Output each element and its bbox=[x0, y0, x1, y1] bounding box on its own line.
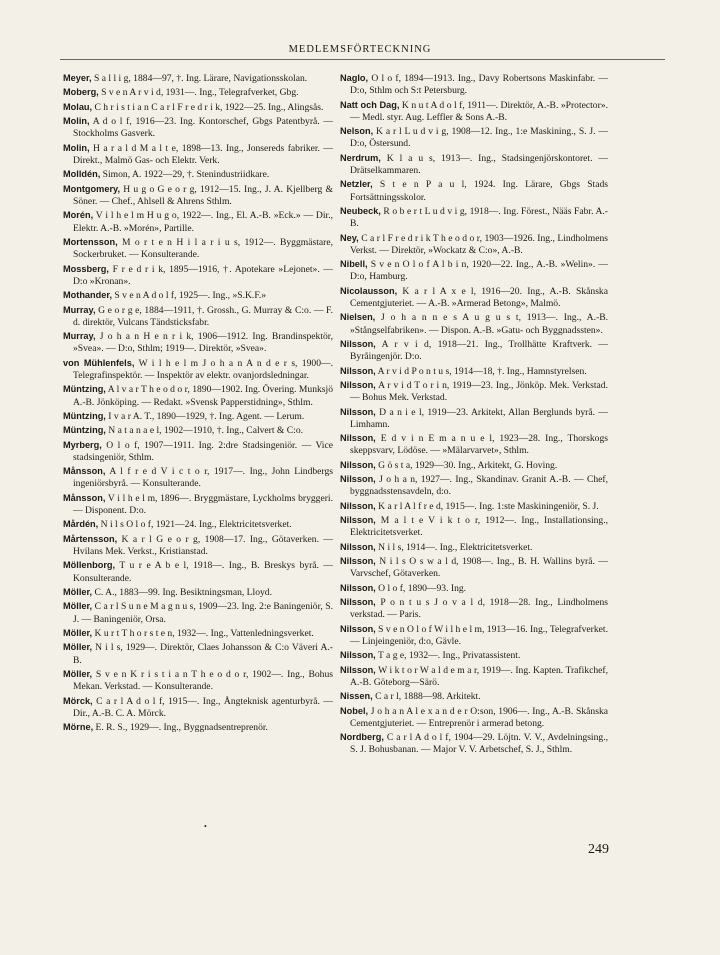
member-entry bbox=[340, 285, 608, 310]
member-details: K n u t A d o l f, 1911—. Direktör, A.-B. »Protector». — Medl. styr. Aug. Leffler & Sons A.-B. bbox=[350, 99, 608, 123]
member-name: Nordberg, bbox=[340, 732, 384, 743]
member-details: E. R. S., 1929—. Ing., Byggnadsentreprenör. bbox=[93, 722, 268, 734]
member-details: T a g e, 1932—. Ing., Privatassistent. bbox=[375, 650, 521, 662]
member-details: S v e n O l o f A l b i n, 1920—22. Ing., A.-B. »Welin». — D:o, Hamburg. bbox=[350, 259, 608, 283]
member-name: Nilsson, bbox=[340, 515, 376, 526]
member-name: Myrberg, bbox=[63, 439, 102, 450]
member-details: K a r l G e o r g, 1908—17. Ing., Götaverken. — Hvilans Mek. Verkst., Kristianstad. bbox=[73, 533, 333, 558]
member-name: Montgomery, bbox=[63, 183, 120, 194]
member-details: J o h a n A l e x a n d e r O:son, 1906—. Ing., A.-B. Skånska Cementgjuteriet. — Entreprenör i armerad betong. bbox=[350, 705, 608, 729]
member-entry bbox=[63, 721, 333, 734]
member-details: K a r l L u d v i g, 1908—12. Ing., 1:e Maskining., S. J. — D:o, Östersund. bbox=[350, 126, 608, 150]
member-entry bbox=[63, 86, 333, 99]
member-name: Morén, bbox=[63, 210, 94, 221]
member-entry bbox=[63, 586, 333, 599]
member-details: A r v i d, 1918—21. Ing., Trollhätte Kraftverk. — Byråingenjör. D:o. bbox=[350, 338, 608, 363]
member-name: Nielsen, bbox=[340, 312, 376, 323]
member-details: O l o f, 1894—1913. Ing., Davy Robertsons Maskinfabr. — D:o, Sthlm och S:t Petersburg. bbox=[350, 73, 608, 97]
member-details: S v e n K r i s t i a n T h e o d o r, 1902—. Ing., Bohus Mekan. Verkstad. — Konsulterande. bbox=[73, 669, 333, 693]
member-name: Mothander, bbox=[63, 290, 113, 301]
member-entry bbox=[63, 410, 333, 423]
member-name: Naglo, bbox=[340, 73, 369, 83]
member-name: Nelson, bbox=[340, 126, 374, 137]
member-details: T u r e A b e l, 1918—. Ing., B. Breskys byrå. — Konsulterande. bbox=[73, 560, 333, 584]
member-details: M a l t e V i k t o r, 1912—. Ing., Installationsing., Elektricitetsverket. bbox=[350, 515, 608, 539]
member-name: Mörck, bbox=[63, 695, 93, 706]
member-details: G e o r g e, 1884—1911, †. Grossh., G. Murray & C:o. — F. d. direktör, Vulcans Tändsticksfabr. bbox=[73, 304, 333, 328]
member-entry bbox=[340, 406, 608, 431]
member-name: Nilsson, bbox=[340, 650, 376, 661]
member-name: Möller, bbox=[63, 601, 93, 612]
member-details: N i l s, 1914—. Ing., Elektricitetsverket. bbox=[375, 541, 533, 553]
member-details: E d v i n E m a n u e l, 1923—28. Ing., Thorskogs skeppsvarv, Lödöse. — »Mälarvarvet», Sthlm. bbox=[350, 433, 608, 457]
member-entry bbox=[63, 559, 333, 584]
member-details: P o n t u s J o v a l d, 1918—28. Ing., Lindholmens verkstad. — Paris. bbox=[350, 597, 608, 621]
member-name: Mårdén, bbox=[63, 519, 99, 530]
member-name: Nilsson, bbox=[340, 433, 376, 444]
member-details: N i l s O l o f, 1921—24. Ing., Elektricitetsverket. bbox=[98, 519, 292, 531]
member-details: D a n i e l, 1919—23. Arkitekt, Allan Berglunds byrå. — Limhamn. bbox=[350, 406, 608, 430]
member-name: Mörne, bbox=[63, 722, 94, 733]
member-entry bbox=[340, 555, 608, 580]
member-entry bbox=[63, 263, 333, 288]
member-entry bbox=[63, 439, 333, 464]
member-details: C a r l F r e d r i k T h e o d o r, 1903—1926. Ing., Lindholmens Verkst. — Direktör, »Wockatz & C:o», A.-B. bbox=[350, 232, 608, 256]
member-entry bbox=[340, 432, 608, 457]
member-details: A r v i d T o r i n, 1919—23. Ing., Jönköp. Mek. Verkstad. — Bohus Mek. Verkstad. bbox=[350, 379, 608, 404]
member-name: Nilsson, bbox=[340, 541, 376, 552]
member-name: Nilsson, bbox=[340, 500, 376, 511]
member-entry bbox=[63, 72, 333, 85]
member-entry bbox=[63, 236, 333, 261]
member-entry bbox=[340, 379, 608, 404]
page-number: 249 bbox=[588, 842, 609, 857]
member-details: H a r a l d M a l t e, 1898—13. Ing., Jonsereds fabriker. — Direkt., Malmö Gas- och Elektr. Verk. bbox=[73, 142, 333, 166]
member-details: S a l l i g, 1884—97, †. Ing. Lärare, Navigationsskolan. bbox=[91, 73, 308, 84]
member-name: Nilsson, bbox=[340, 664, 376, 675]
member-entry bbox=[340, 541, 608, 554]
header-rule bbox=[60, 59, 665, 60]
member-entry bbox=[340, 690, 608, 703]
member-details: C a r l, 1888—98. Arkitekt. bbox=[372, 691, 481, 703]
member-details: A r v i d P o n t u s, 1914—18, †. Ing., Hamnstyrelsen. bbox=[375, 365, 587, 377]
member-details: F r e d r i k, 1895—1916, †. Apotekare »Lejonet». — D:o »Kronan». bbox=[73, 263, 333, 287]
member-name: Netzler, bbox=[340, 179, 373, 190]
member-details: H u g o G e o r g, 1912—15. Ing., J. A. Kjellberg & Söner. — Chef., Ahlsell & Ahrens Sthlm. bbox=[73, 183, 333, 207]
member-details: S v e n A d o l f, 1925—. Ing., »S.K.F.» bbox=[112, 290, 267, 302]
page-header: MEDLEMSFÖRTECKNING bbox=[288, 44, 432, 55]
member-name: Möller, bbox=[63, 642, 93, 653]
member-name: Månsson, bbox=[63, 492, 106, 503]
member-details: J o h a n n e s A u g u s t, 1913—. Ing., A.-B. »Stångselfabriken». — Dispon. A.-B. »Gatu- och Byggnadssten». bbox=[350, 312, 608, 336]
member-name: Möller, bbox=[63, 628, 93, 639]
member-details: C a r l A d o l f, 1904—29. Löjtn. V. V., Avdelningsing., S. J. Bohusbanan. — Major V. V. Arbetschef, S. J., Sthlm. bbox=[350, 732, 608, 756]
member-name: Nilsson, bbox=[340, 459, 376, 470]
member-name: Mortensson, bbox=[63, 236, 118, 247]
member-name: Murray, bbox=[63, 331, 96, 342]
member-entry bbox=[63, 641, 333, 666]
member-details: M o r t e n H i l a r i u s, 1912—. Byggmästare, Sockerbruket. — Konsulterande. bbox=[73, 236, 333, 261]
member-details: G ö s t a, 1929—30. Ing., Arkitekt, G. Hoving. bbox=[375, 459, 558, 471]
member-details: C. A., 1883—99. Ing. Besiktningsman, Lloyd. bbox=[92, 587, 272, 599]
member-name: Moberg, bbox=[63, 87, 99, 98]
member-entry bbox=[340, 125, 608, 150]
member-details: V i l h e l m H u g o, 1922—. Ing., El. A.-B. »Eck.» — Dir., Elektr. A.-B. »Morén», Partille. bbox=[73, 210, 333, 234]
member-entry bbox=[340, 178, 608, 203]
member-name: Möller, bbox=[63, 587, 93, 598]
member-details: J o h a n H e n r i k, 1906—1912. Ing. Brandinspektör, »Svea». — D:o, Sthlm; 1919—. Direktör, »Svea». bbox=[73, 331, 333, 355]
member-details: S v e n O l o f W i l h e l m, 1913—16. Ing., Telegrafverket. — Linjeingeniör, d:o, Gävle. bbox=[350, 623, 608, 647]
member-details: I v a r A. T., 1890—1929, †. Ing. Agent. — Lerum. bbox=[105, 410, 305, 422]
member-name: Nilsson, bbox=[340, 365, 376, 376]
member-details: C a r l A d o l f, 1915—. Ing., Ångteknisk agenturbyrå. — Dir., A.-B. C. A. Mörck. bbox=[73, 695, 333, 719]
member-entry bbox=[340, 338, 608, 363]
member-details: W i k t o r W a l d e m a r, 1919—. Ing. Kapten. Trafikchef, A.-B. Göteborg—Särö. bbox=[350, 664, 608, 688]
member-name: Nerdrum, bbox=[340, 152, 381, 163]
member-details: C a r l S u n e M a g n u s, 1909—23. Ing. 2:e Baningeniör, S. J. — Baningeniör, Orsa. bbox=[73, 601, 333, 625]
member-details: Simon, A. 1922—29, †. Stenindustriidkare. bbox=[100, 169, 270, 181]
member-name: Molau, bbox=[63, 101, 93, 112]
member-entry bbox=[63, 330, 333, 355]
member-name: von Mühlenfels, bbox=[63, 357, 135, 368]
member-details: K l a u s, 1913—. Ing., Stadsingenjörskontoret. — Drätselkammaren. bbox=[350, 152, 608, 176]
member-details: R o b e r t L u d v i g, 1918—. Ing. Förest., Nääs Fabr. A.-B. bbox=[350, 205, 608, 230]
member-details: K a r l A l f r e d, 1915—. Ing. 1:ste Maskiningeniör, S. J. bbox=[375, 500, 599, 512]
page-mark: • bbox=[204, 822, 207, 831]
member-entry bbox=[63, 695, 333, 720]
member-entry bbox=[340, 365, 608, 378]
member-name: Nilsson, bbox=[340, 582, 376, 593]
left-column bbox=[63, 72, 333, 736]
member-name: Nilsson, bbox=[340, 597, 376, 608]
member-entry bbox=[63, 627, 333, 640]
member-name: Möllenborg, bbox=[63, 560, 116, 571]
member-name: Molin, bbox=[63, 142, 90, 153]
member-name: Nilsson, bbox=[340, 623, 376, 634]
member-details: O l o f, 1907—1911. Ing. 2:dre Stadsingeniör. — Vice stadsingeniör, Sthlm. bbox=[73, 439, 333, 463]
member-entry bbox=[340, 623, 608, 648]
member-details: A d o l f, 1916—23. Ing. Kontorschef, Gbgs Patentbyrå. — Stockholms Gasverk. bbox=[73, 116, 333, 140]
member-entry bbox=[63, 518, 333, 531]
member-entry bbox=[63, 357, 333, 382]
member-entry bbox=[63, 492, 333, 517]
member-entry bbox=[63, 668, 333, 693]
member-name: Meyer, bbox=[63, 73, 92, 83]
member-details: N i l s, 1929—. Direktör, Claes Johansson & C:o Väveri A.-B. bbox=[73, 642, 333, 666]
member-entry bbox=[340, 205, 608, 230]
member-details: O l o f, 1890—93. Ing. bbox=[375, 582, 467, 594]
member-entry bbox=[63, 183, 333, 208]
member-name: Müntzing, bbox=[63, 410, 106, 421]
member-entry bbox=[63, 383, 333, 408]
member-entry bbox=[340, 731, 608, 756]
member-details: C h r i s t i a n C a r l F r e d r i k, 1922—25. Ing., Alingsås. bbox=[92, 101, 324, 113]
member-entry bbox=[340, 596, 608, 621]
member-entry bbox=[340, 514, 608, 539]
member-name: Molldén, bbox=[63, 169, 101, 180]
member-entry bbox=[63, 115, 333, 140]
member-entry bbox=[63, 168, 333, 181]
member-entry bbox=[340, 649, 608, 662]
member-entry bbox=[340, 232, 608, 257]
member-entry bbox=[340, 152, 608, 177]
member-name: Nobel, bbox=[340, 705, 369, 716]
member-entry bbox=[63, 465, 333, 490]
member-details: N i l s O s w a l d, 1908—. Ing., B. H. Wallins byrå. — Varvschef, Götaverken. bbox=[350, 556, 608, 580]
member-name: Müntzing, bbox=[63, 384, 106, 395]
member-name: Müntzing, bbox=[63, 425, 106, 436]
member-entry bbox=[63, 289, 333, 302]
member-name: Natt och Dag, bbox=[340, 99, 400, 110]
member-name: Murray, bbox=[63, 304, 96, 315]
member-name: Nilsson, bbox=[340, 338, 376, 349]
member-entry bbox=[340, 72, 608, 97]
member-details: K a r l A x e l, 1916—20. Ing., A.-B. Skånska Cementgjuteriet. — A.-B. »Armerad Betong», Malmö. bbox=[350, 285, 608, 309]
member-details: V i l h e l m, 1896—. Bryggmästare, Lyckholms bryggeri. — Disponent. D:o. bbox=[73, 492, 333, 517]
member-entry bbox=[63, 600, 333, 625]
member-name: Nilsson, bbox=[340, 379, 376, 390]
member-name: Nissen, bbox=[340, 691, 373, 702]
member-entry bbox=[340, 99, 608, 124]
member-name: Neubeck, bbox=[340, 205, 381, 216]
member-entry bbox=[63, 424, 333, 437]
member-details: J o h a n, 1927—. Ing., Skandinav. Granit A.-B. — Chef, byggnadsstensavdeln, d:o. bbox=[350, 474, 608, 498]
member-entry bbox=[63, 533, 333, 558]
member-entry bbox=[63, 304, 333, 329]
right-column bbox=[340, 72, 608, 758]
member-details: S t e n P a u l, 1924. Ing. Lärare, Gbgs Stads Fortsättningsskolor. bbox=[350, 179, 608, 203]
member-name: Ney, bbox=[340, 232, 359, 243]
member-name: Molin, bbox=[63, 116, 90, 127]
member-entry bbox=[63, 142, 333, 167]
member-name: Månsson, bbox=[63, 466, 106, 477]
member-details: W i l h e l m J o h a n A n d e r s, 1900—. Telegrafinspektör. — Inspektör av elektr. ovanjordsledningar. bbox=[73, 357, 333, 381]
member-name: Mossberg, bbox=[63, 263, 109, 274]
member-entry bbox=[340, 705, 608, 730]
member-details: K u r t T h o r s t e n, 1932—. Ing., Vattenledningsverket. bbox=[92, 628, 314, 640]
member-entry bbox=[340, 258, 608, 283]
member-entry bbox=[63, 101, 333, 114]
member-name: Nilsson, bbox=[340, 406, 376, 417]
member-entry bbox=[340, 473, 608, 498]
member-details: S v e n A r v i d, 1931—. Ing., Telegrafverket, Gbg. bbox=[98, 87, 299, 99]
member-entry bbox=[63, 209, 333, 234]
member-entry bbox=[340, 582, 608, 595]
member-details: N a t a n a e l, 1902—1910, †. Ing., Calvert & C:o. bbox=[105, 425, 304, 437]
member-name: Mårtensson, bbox=[63, 533, 118, 544]
member-name: Möller, bbox=[63, 669, 93, 679]
member-entry bbox=[340, 500, 608, 513]
member-name: Nilsson, bbox=[340, 556, 376, 567]
member-name: Nicolausson, bbox=[340, 285, 398, 296]
member-entry bbox=[340, 311, 608, 336]
member-name: Nibell, bbox=[340, 259, 368, 270]
member-name: Nilsson, bbox=[340, 474, 376, 485]
member-entry bbox=[340, 459, 608, 472]
member-entry bbox=[340, 664, 608, 689]
member-details: A l v a r T h e o d o r, 1890—1902. Ing. Övering. Munksjö A.-B. Jönköping. — Redakt. »Svensk Papperstidning», Sthlm. bbox=[73, 384, 333, 408]
member-details: A l f r e d V i c t o r, 1917—. Ing., John Lindbergs ingeniörsbyrå. — Konsulterande. bbox=[73, 466, 333, 490]
